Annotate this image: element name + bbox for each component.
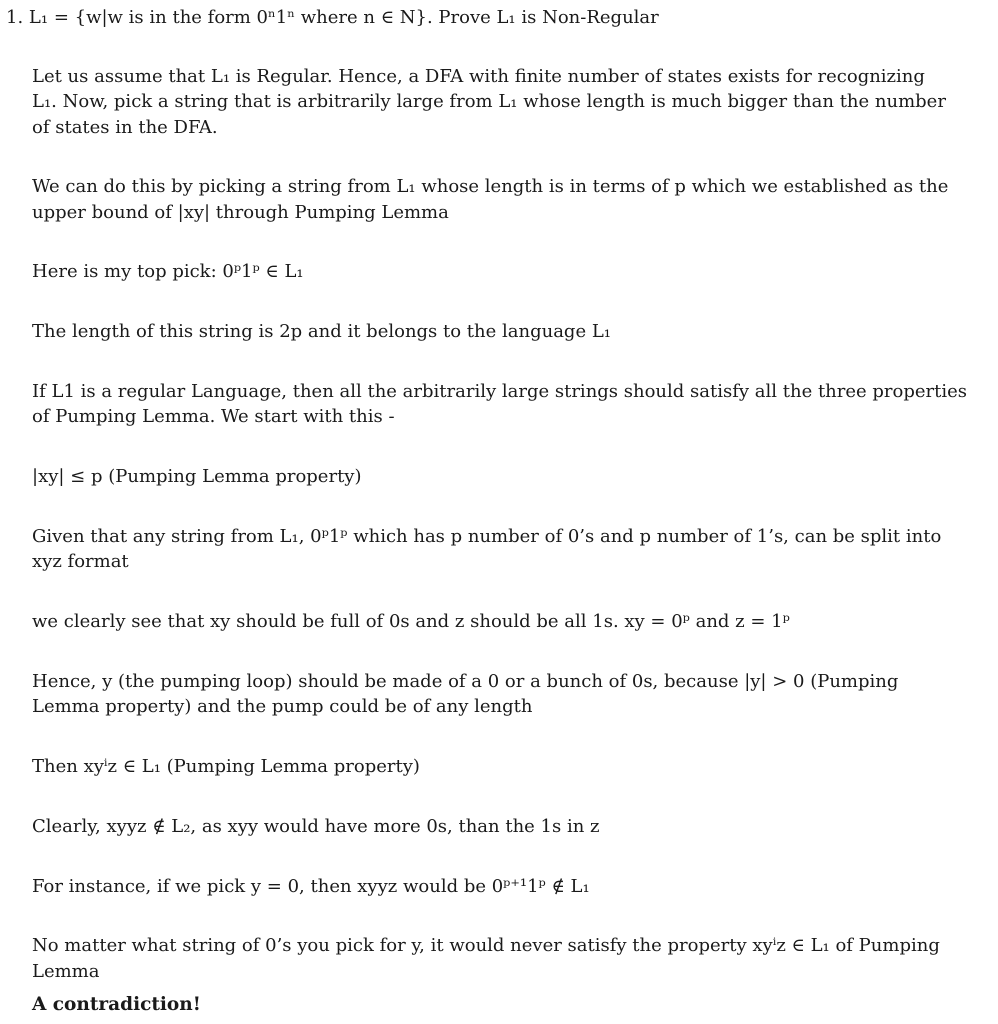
proof-line: Let us assume that L₁ is Regular. Hence, a DFA with finite number of states exists for recognizing xyxy=(32,66,925,87)
proof-line: L₁. Now, pick a string that is arbitrarily large from L₁ whose length is much bigger than the number xyxy=(32,91,946,112)
question-text: L₁ = {w|w is in the form 0ⁿ1ⁿ where n ∈ N}. Prove L₁ is Non-Regular xyxy=(28,7,659,28)
proof-line: Given that any string from L₁, 0ᵖ1ᵖ which has p number of 0’s and p number of 1’s, can be split into xyxy=(32,526,942,547)
proof-line: We can do this by picking a string from L₁ whose length is in terms of p which we established as the xyxy=(32,176,949,197)
question-statement xyxy=(6,5,659,31)
proof-line: xyz format xyxy=(32,551,129,572)
proof-line: of Pumping Lemma. We start with this - xyxy=(32,406,395,427)
proof-line: Hence, y (the pumping loop) should be made of a 0 or a bunch of 0s, because |y| > 0 (Pumping xyxy=(32,671,899,692)
proof-line: No matter what string of 0’s you pick for y, it would never satisfy the property xyⁱz ∈ L₁ of Pumping xyxy=(32,935,940,956)
proof-line: Here is my top pick: 0ᵖ1ᵖ ∈ L₁ xyxy=(32,261,304,282)
proof-line: For instance, if we pick y = 0, then xyyz would be 0ᵖ⁺¹1ᵖ ∉ L₁ xyxy=(32,876,590,897)
proof-line: Clearly, xyyz ∉ L₂, as xyy would have more 0s, than the 1s in z xyxy=(32,816,600,837)
proof-line: |xy| ≤ p (Pumping Lemma property) xyxy=(32,466,362,487)
proof-line: of states in the DFA. xyxy=(32,117,218,138)
proof-line: upper bound of |xy| through Pumping Lemma xyxy=(32,202,449,223)
question-number: 1. xyxy=(6,7,24,28)
proof-line: The length of this string is 2p and it belongs to the language L₁ xyxy=(32,321,611,342)
proof-line: Then xyⁱz ∈ L₁ (Pumping Lemma property) xyxy=(32,756,420,777)
proof-line: Lemma property) and the pump could be of any length xyxy=(32,696,533,717)
conclusion: A contradiction! xyxy=(32,994,201,1015)
proof-line: If L1 is a regular Language, then all the arbitrarily large strings should satisfy all the three properties xyxy=(32,381,968,402)
proof-line: Lemma xyxy=(32,961,100,982)
proof-line: we clearly see that xy should be full of 0s and z should be all 1s. xy = 0ᵖ and z = 1ᵖ xyxy=(32,611,790,632)
